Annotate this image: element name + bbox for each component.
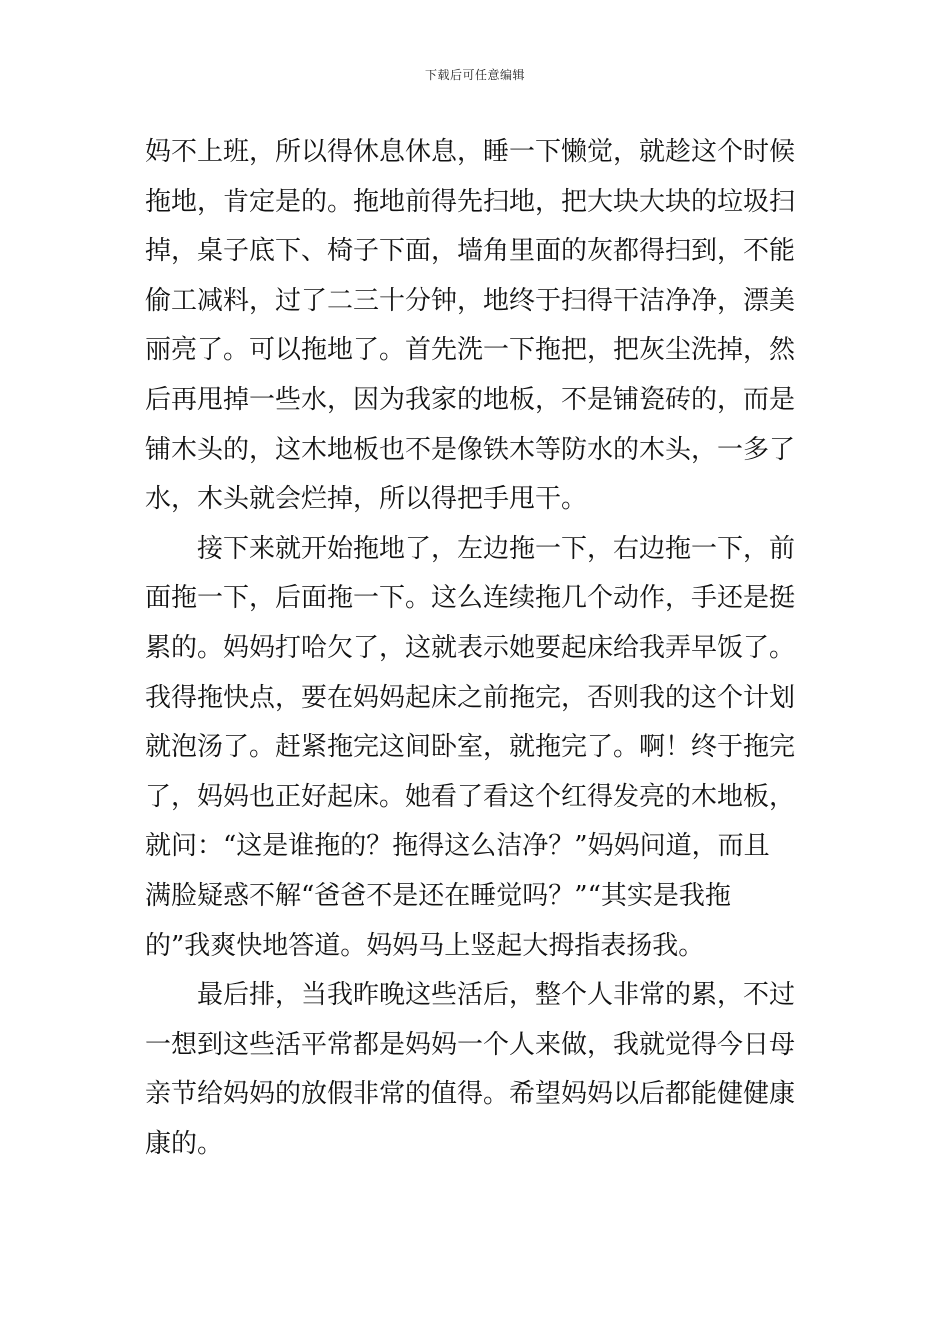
text-line: 面拖一下，后面拖一下。这么连续拖几个动作，手还是挺 — [145, 583, 796, 614]
text-line: 铺木头的，这木地板也不是像铁木等防水的木头，一多了 — [145, 434, 796, 465]
text-line: 我得拖快点，要在妈妈起床之前拖完，否则我的这个计划 — [145, 682, 796, 713]
text-line: 一想到这些活平常都是妈妈一个人来做，我就觉得今日母 — [145, 1029, 796, 1060]
text-line: 了，妈妈也正好起床。她看了看这个红得发亮的木地板， — [145, 781, 796, 812]
text-line: 康的。 — [145, 1128, 224, 1159]
text-line: 满脸疑惑不解“爸爸不是还在睡觉吗？”“其实是我拖 — [145, 880, 731, 911]
page-header: 下载后可任意编辑 — [424, 68, 525, 82]
text-line: 丽亮了。可以拖地了。首先洗一下拖把，把灰尘洗掉，然 — [145, 335, 796, 366]
text-line: 就问：“这是谁拖的？拖得这么洁净？”妈妈问道，而且 — [145, 831, 770, 862]
text-line: 偷工减料，过了二三十分钟，地终于扫得干洁净净，漂美 — [145, 285, 796, 316]
text-line: 掉，桌子底下、椅子下面，墙角里面的灰都得扫到，不能 — [145, 236, 796, 267]
text-line: 水，木头就会烂掉，所以得把手甩干。 — [145, 484, 588, 515]
text-line: 亲节给妈妈的放假非常的值得。希望妈妈以后都能健健康 — [145, 1079, 796, 1110]
text-line: 接下来就开始拖地了，左边拖一下，右边拖一下，前 — [197, 533, 796, 564]
text-line: 拖地，肯定是的。拖地前得先扫地，把大块大块的垃圾扫 — [145, 186, 796, 217]
document-body — [145, 128, 815, 1169]
text-line: 的”我爽快地答道。妈妈马上竖起大拇指表扬我。 — [145, 930, 705, 961]
text-line: 后再甩掉一些水，因为我家的地板，不是铺瓷砖的，而是 — [145, 384, 796, 415]
text-line: 妈不上班，所以得休息休息，睡一下懒觉，就趁这个时候 — [145, 137, 796, 167]
text-line: 就泡汤了。赶紧拖完这间卧室，就拖完了。啊！终于拖完 — [145, 732, 796, 763]
text-line: 累的。妈妈打哈欠了，这就表示她要起床给我弄早饭了。 — [145, 632, 796, 663]
text-line: 最后排，当我昨晚这些活后，整个人非常的累，不过 — [197, 980, 796, 1011]
